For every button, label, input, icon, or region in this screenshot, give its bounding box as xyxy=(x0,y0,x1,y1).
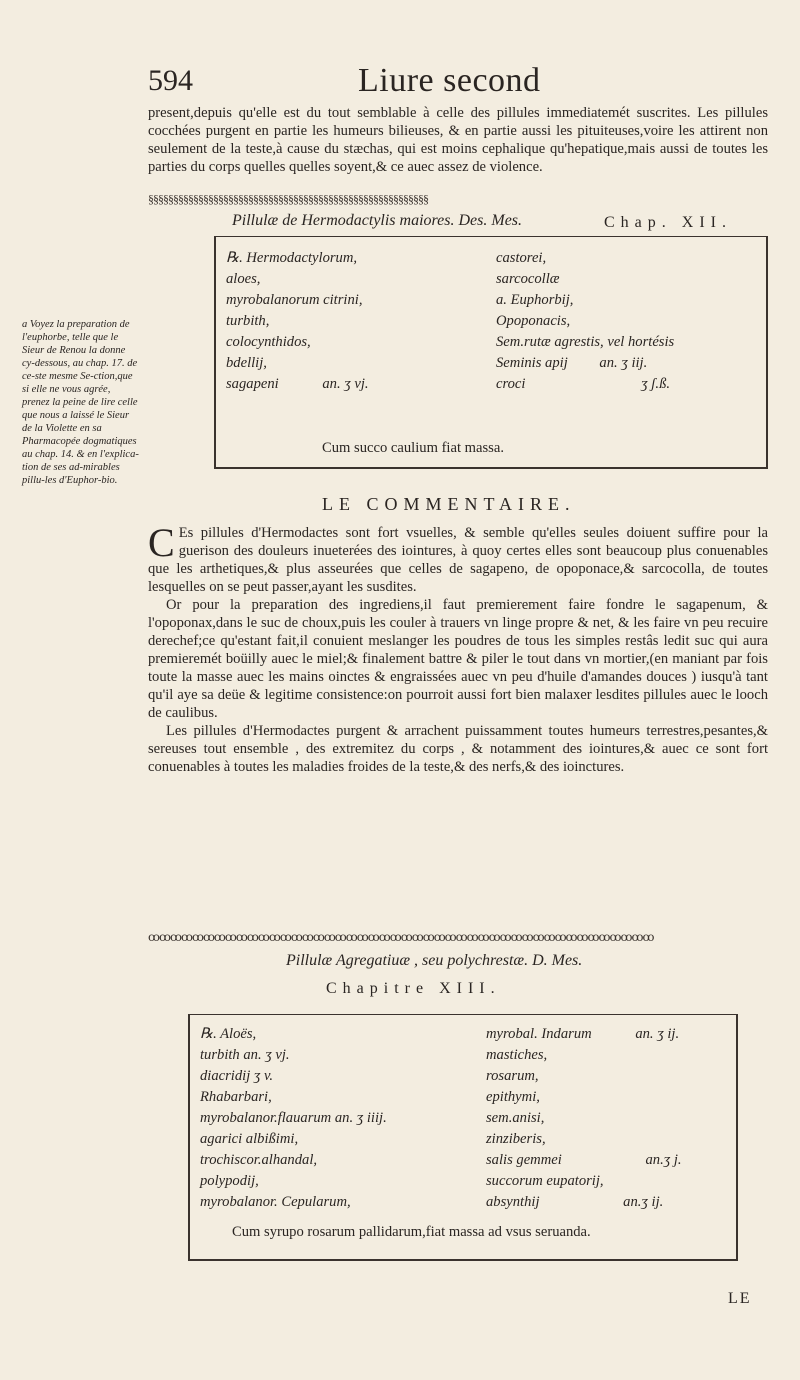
commentary-paragraph-2: Or pour la preparation des ingrediens,il faut premierement faire fondre le sagapenum, & l'opoponax,dans le suc de choux,puis les couler à trauers vn linge propre & net, & les faire vn peu recuire derechef;ce qu'estant fait,il conuient meslanger les poudres de tous les simples restâs ledit suc qui aura premieremét boüilly auec le miel;& finalement battre & piler le tout dans vn mortier,(en maniant par fois toute la masse auec les mains oinctes & engraissées auec vn peu d'huile d'amandes douces ) iusqu'à tant qu'il aye sa deüe & legitime consistence:on pourroit aussi fort bien malaxer lesdites pillules auec le looch de caulibus. xyxy=(148,597,768,721)
drop-cap: C xyxy=(148,520,175,565)
ingredient: zinziberis, xyxy=(486,1131,546,1147)
commentary-paragraph-1: C Es pillules d'Hermodactes sont fort vsuelles, & semble qu'elles seules doiuent suffire pour la guerison des douleurs inueterées des iointures, à quoy certes elles sont beaucoup plus conuenables que les arthetiques,& plus asseurées que celles de sagapeno, de opoponace,& sarcocolla, de toutes lesquelles on se peut passer,ayant les susdites. xyxy=(148,520,768,595)
ingredient: sagapeni an. ʒ vj. xyxy=(226,376,369,392)
running-title: Liure second xyxy=(358,62,541,99)
ingredient: myrobalanor. Cepularum, xyxy=(200,1194,351,1210)
ingredient: salis gemmei an.ʒ j. xyxy=(486,1152,682,1168)
catchword: LE xyxy=(728,1290,752,1307)
recipe-1-closing: Cum succo caulium fiat massa. xyxy=(322,440,504,456)
ingredient: Seminis apij an. ʒ iij. xyxy=(496,355,648,371)
recipe-1-title: Pillulæ de Hermodactylis maiores. Des. Mes. xyxy=(232,212,523,229)
recipe-2-closing: Cum syrupo rosarum pallidarum,fiat massa ad vsus seruanda. xyxy=(232,1224,591,1240)
recipe-2-chapter: Chapitre XIII. xyxy=(326,980,501,997)
ingredient: mastiches, xyxy=(486,1047,548,1063)
recipe-1-left-column xyxy=(226,248,476,395)
margin-note: a Voyez la preparation de l'euphorbe, telle que le Sieur de Renou la donne cy-dessous, au chap. 17. de ce-ste mesme Se-ction,que si elle ne vous agrée, prenez la peine de lire celle que nous a laissé le Sieur de la Violette en sa Pharmacopée dogmatiques au chap. 14. & en l'explica-tion de ses ad-mirables pillu-les d'Euphor-bio. xyxy=(22,319,139,486)
ingredient: myrobal. Indarum an. ʒ ij. xyxy=(486,1026,680,1042)
ingredient: ℞. Aloës, xyxy=(200,1026,257,1042)
ingredient: turbith, xyxy=(226,313,270,329)
ingredient: trochiscor.alhandal, xyxy=(200,1152,318,1168)
commentary-paragraph-3: Les pillules d'Hermodactes purgent & arrachent puissamment toutes humeurs terrestres,pesantes,& sereuses tout ensemble , des extremitez du corps , & notamment des iointures,& auec ce sont fort conuenables à toutes les maladies froides de la teste,& des nerfs,& des ioinctures. xyxy=(148,723,768,775)
commentary-body xyxy=(148,520,768,776)
ingredient: sarcocollæ xyxy=(496,271,560,287)
intro-paragraph xyxy=(148,104,768,176)
ornament-band-top: §§§§§§§§§§§§§§§§§§§§§§§§§§§§§§§§§§§§§§§§§§§§§§§§§§§§§§§§ xyxy=(148,192,428,206)
ingredient: polypodij, xyxy=(200,1173,259,1189)
recipe-1-chapter: Chap. XII. xyxy=(604,214,732,231)
ingredient: succorum eupatorij, xyxy=(486,1173,604,1189)
page-header xyxy=(148,64,768,104)
ingredient: sem.anisi, xyxy=(486,1110,545,1126)
commentary-title: LE COMMENTAIRE. xyxy=(322,494,576,514)
recipe-2-right-column xyxy=(486,1024,726,1213)
ingredient: Opoponacis, xyxy=(496,313,571,329)
ingredient: a. Euphorbij, xyxy=(496,292,574,308)
ingredient: castorei, xyxy=(496,250,547,266)
ornament-band-middle: ꝏꝏꝏꝏꝏꝏꝏꝏꝏꝏꝏꝏꝏꝏꝏꝏꝏꝏꝏꝏꝏꝏꝏꝏꝏꝏꝏꝏꝏꝏꝏꝏꝏꝏꝏꝏꝏꝏꝏꝏꝏꝏꝏꝏꝏꝏ xyxy=(148,930,654,944)
ingredient: ℞. Hermodactylorum, xyxy=(226,250,358,266)
ingredient: myrobalanor.flauarum an. ʒ iiij. xyxy=(200,1110,387,1126)
ingredient: agarici albißimi, xyxy=(200,1131,299,1147)
ingredient: Sem.rutæ agrestis, vel hortésis xyxy=(496,334,675,350)
ingredient: myrobalanorum citrini, xyxy=(226,292,363,308)
ingredient: epithymi, xyxy=(486,1089,540,1105)
recipe-2-title: Pillulæ Agregatiuæ , seu polychrestæ. D. Mes. xyxy=(286,952,583,969)
ingredient: croci ʒ ʃ.ß. xyxy=(496,376,671,392)
ingredient: bdellij, xyxy=(226,355,267,371)
intro-text: present,depuis qu'elle est du tout semblable à celle des pillules immediatemét suscrites. Les pillules cocchées purgent en partie les humeurs bilieuses, & en partie aussi les pituiteuses,voire les attirent non seulement de la teste,à cause du stæchas, qui est moins cephalique qu'hepatique,mais aussi de toutes les parties du corps quelles quelles soyent,& ce auec assez de violence. xyxy=(148,105,768,175)
ingredient: turbith an. ʒ vj. xyxy=(200,1047,290,1063)
page-number: 594 xyxy=(148,64,193,97)
ingredient: rosarum, xyxy=(486,1068,539,1084)
recipe-1-right-column xyxy=(496,248,760,395)
ingredient: absynthij an.ʒ ij. xyxy=(486,1194,664,1210)
recipe-2-left-column xyxy=(200,1024,460,1213)
ingredient: Rhabarbari, xyxy=(200,1089,272,1105)
ingredient: aloes, xyxy=(226,271,261,287)
ingredient: diacridij ʒ v. xyxy=(200,1068,274,1084)
ingredient: colocynthidos, xyxy=(226,334,311,350)
